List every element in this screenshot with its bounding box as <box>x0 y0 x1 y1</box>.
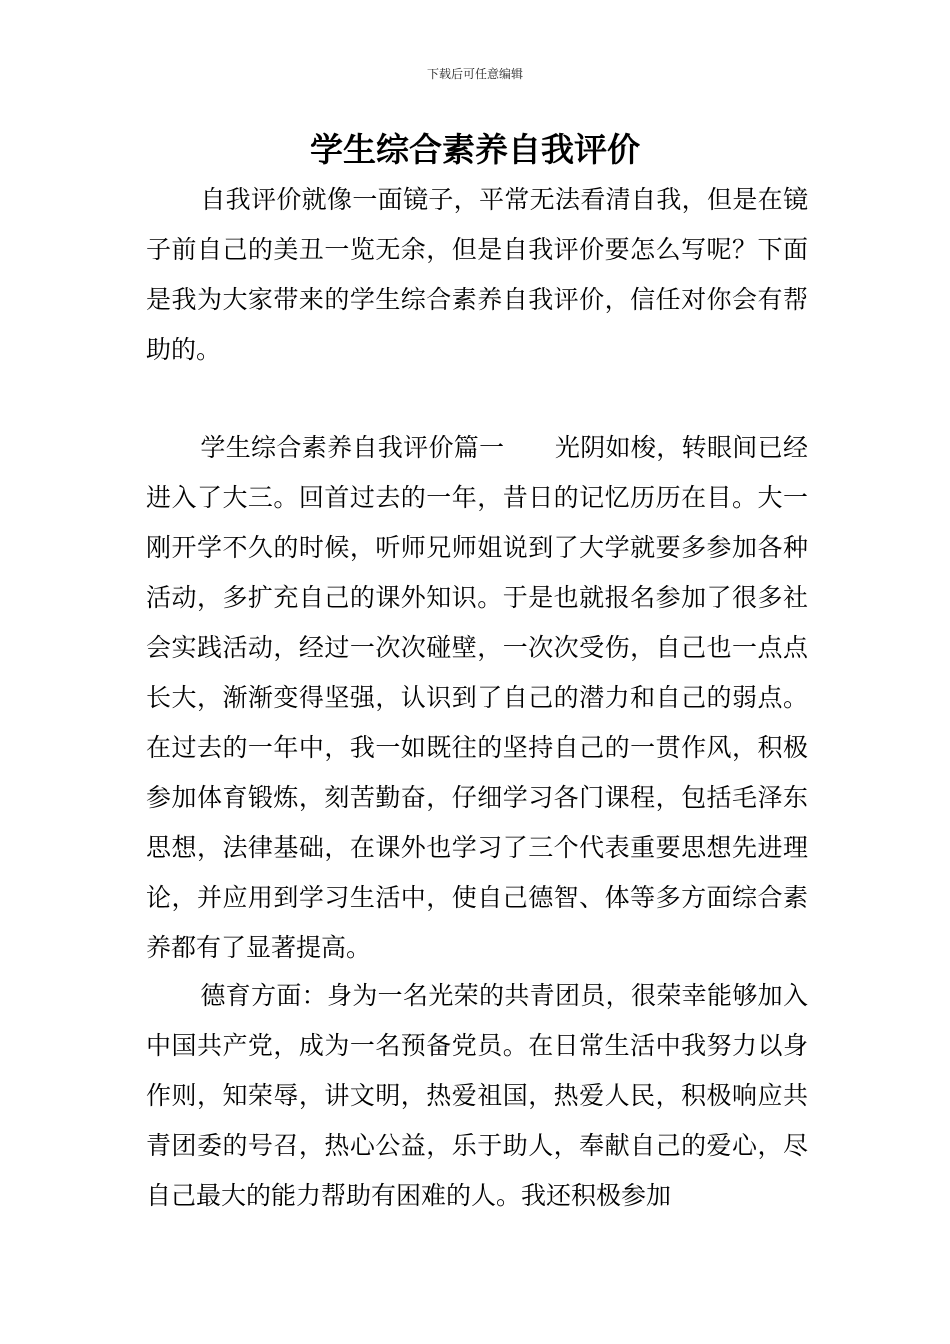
intro-paragraph <box>146 175 808 375</box>
intro-text: 自我评价就像一面镜子，平常无法看清自我，但是在镜子前自己的美丑一览无余，但是自我评价要怎么写呢？下面是我为大家带来的学生综合素养自我评价，信任对你会有帮助的。 <box>146 185 808 364</box>
moral-paragraph <box>146 971 808 1221</box>
section-one-paragraph <box>146 423 808 973</box>
document-title: 学生综合素养自我评价 <box>310 130 640 169</box>
section-heading: 学生综合素养自我评价篇一 <box>200 433 505 462</box>
header-note: 下载后可任意编辑 <box>426 67 523 81</box>
moral-text: 德育方面：身为一名光荣的共青团员，很荣幸能够加入中国共产党，成为一名预备党员。在日常生活中我努力以身作则，知荣辱，讲文明，热爱祖国，热爱人民，积极响应共青团委的号召，热心公益，乐于助人，奉献自己的爱心，尽自己最大的能力帮助有困难的人。我还积极参加 <box>146 981 808 1210</box>
section-body-text: 光阴如梭，转眼间已经进入了大三。回首过去的一年，昔日的记忆历历在目。大一刚开学不久的时候，听师兄师姐说到了大学就要多参加各种活动，多扩充自己的课外知识。于是也就报名参加了很多社会实践活动，经过一次次碰壁，一次次受伤，自己也一点点长大，渐渐变得坚强，认识到了自己的潜力和自己的弱点。在过去的一年中，我一如既往的坚持自己的一贯作风，积极参加体育锻炼，刻苦勤奋，仔细学习各门课程，包括毛泽东思想，法律基础，在课外也学习了三个代表重要思想先进理论，并应用到学习生活中，使自己德智、体等多方面综合素养都有了显著提高。 <box>146 433 808 962</box>
